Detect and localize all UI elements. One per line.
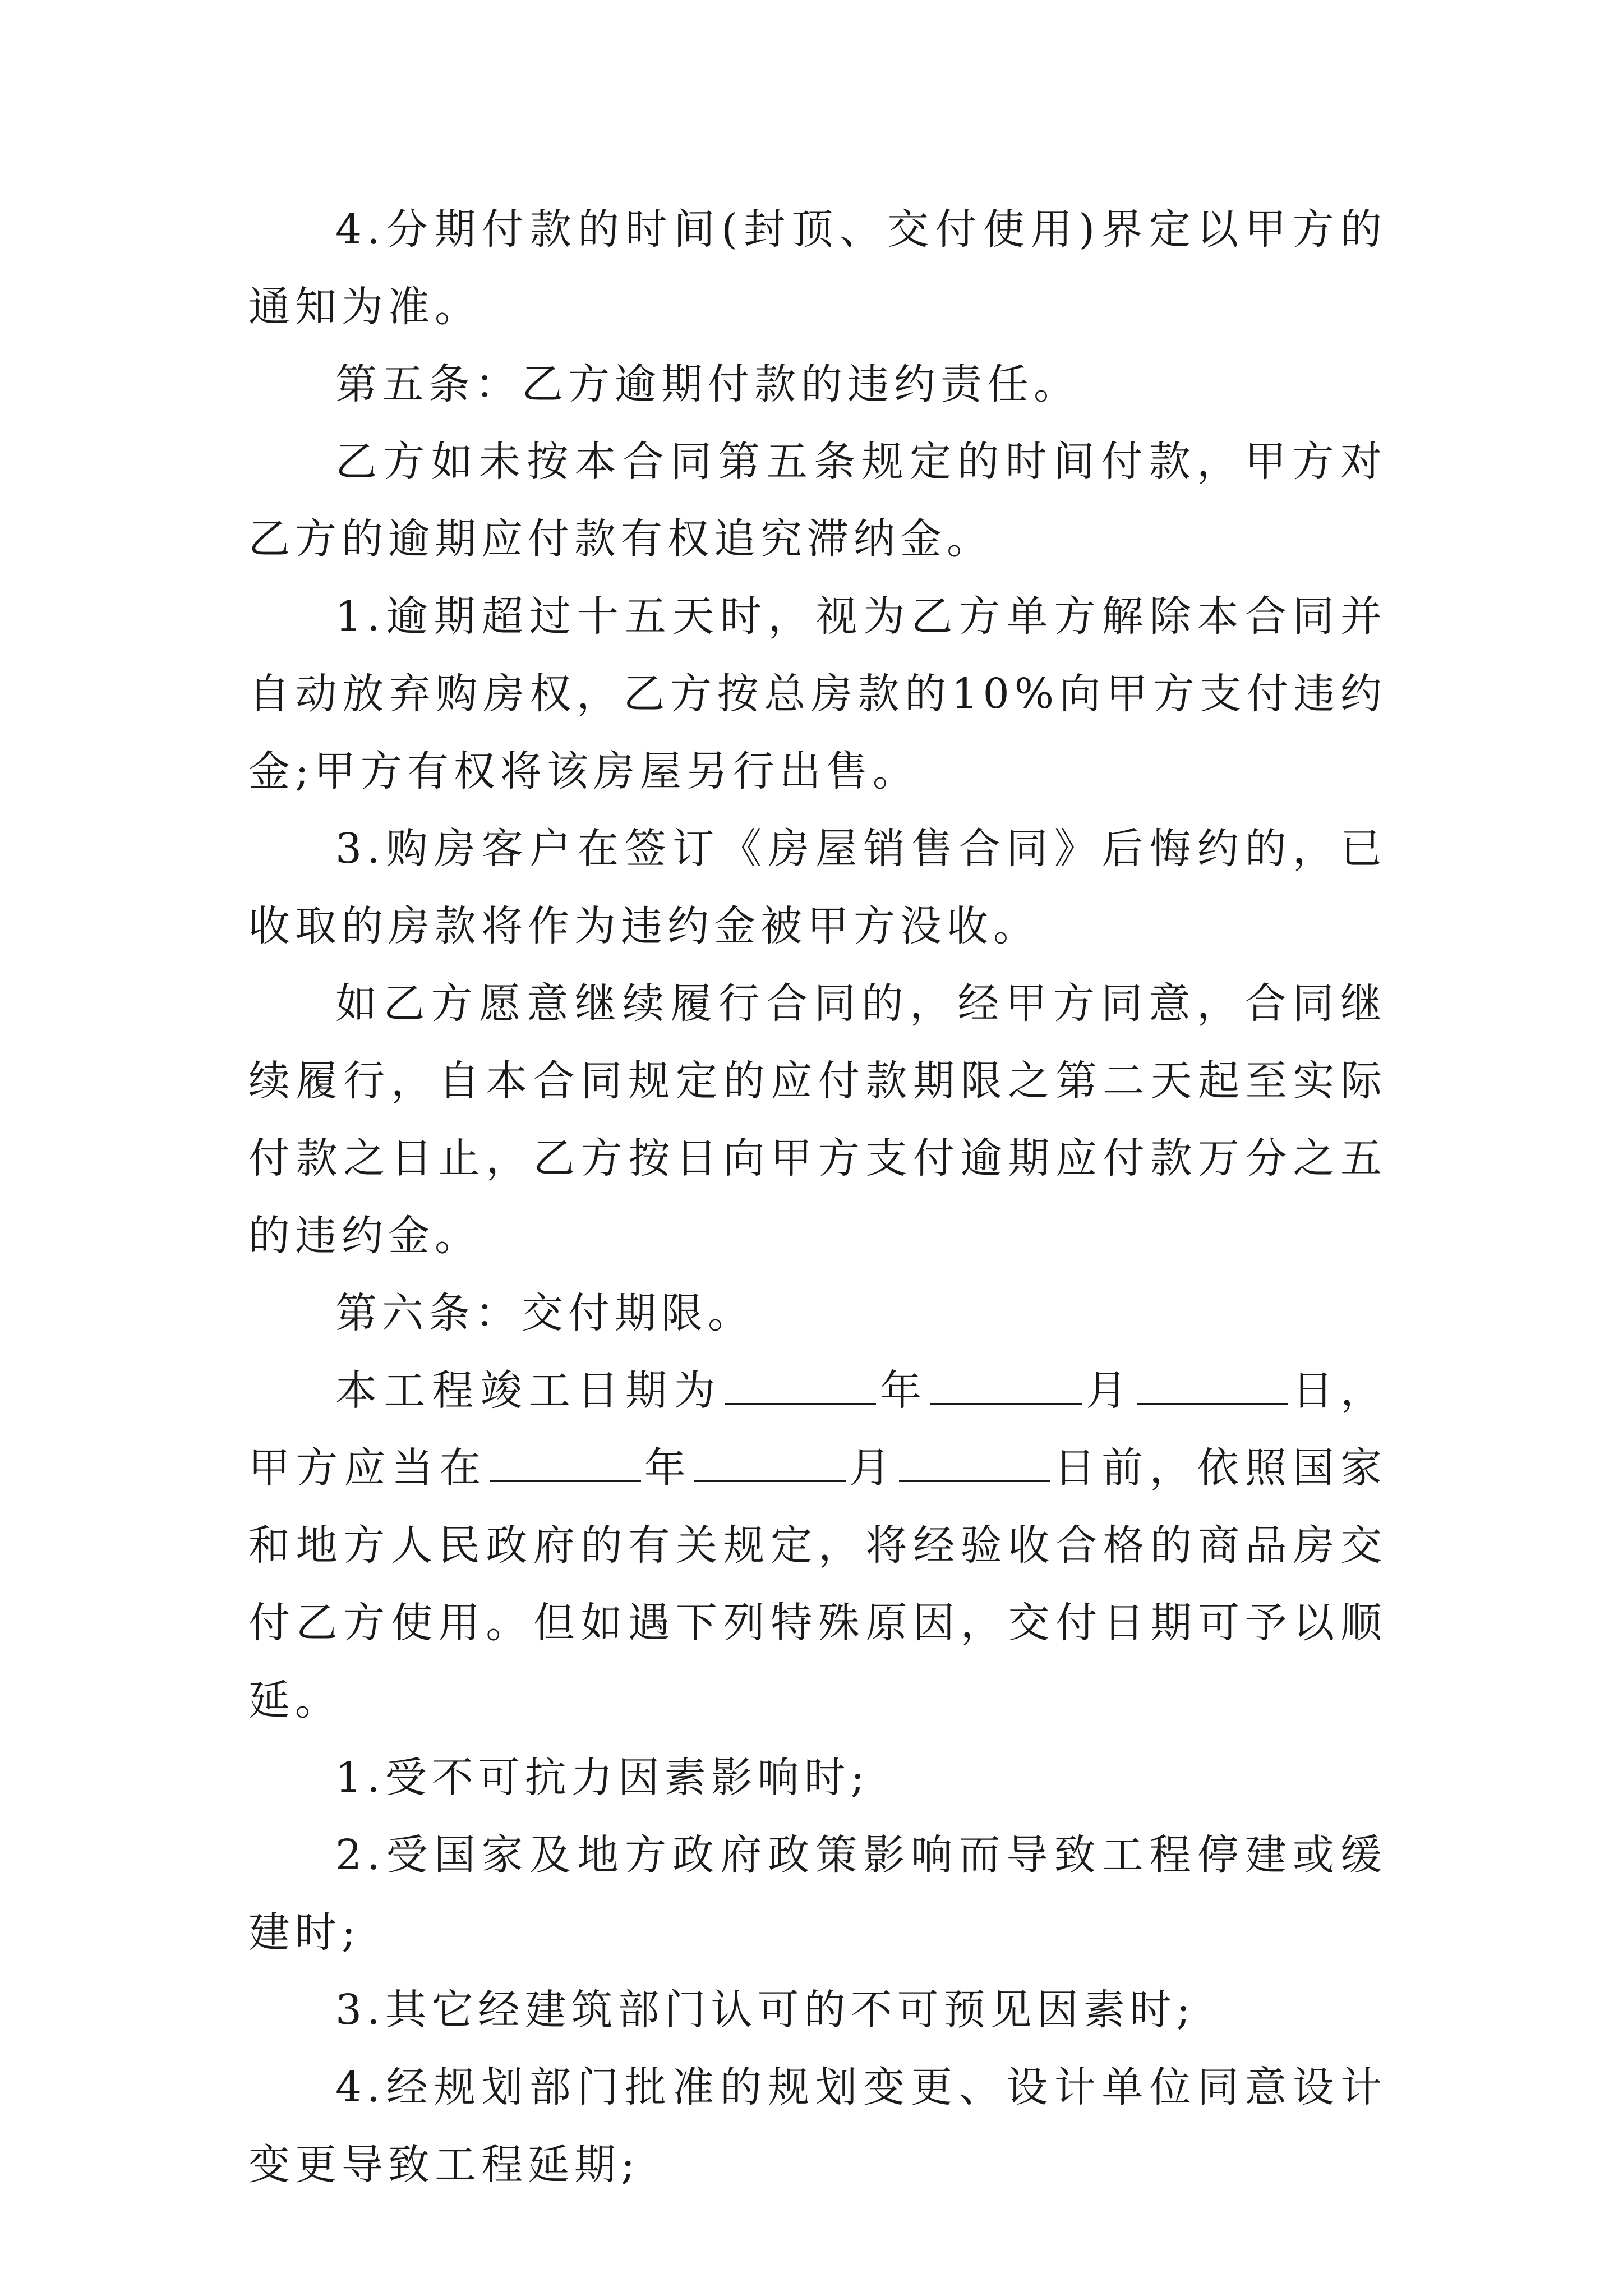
completion-text-7: 日前，依照国家和地方人民政府的有关规定，将经验收合格的商品房交付乙方使用。但如遇下列特殊原因，交付日期可予以顺延。 bbox=[248, 1444, 1387, 1724]
list-item-planning-change: 4.经规划部门批准的规划变更、设计单位同意设计变更导致工程延期; bbox=[248, 2063, 1387, 2189]
blank-completion-month bbox=[930, 1364, 1082, 1405]
list-item-force-majeure: 1.受不可抗力因素影响时; bbox=[335, 1754, 870, 1802]
paragraph-continue-contract: 如乙方愿意继续履行合同的，经甲方同意，合同继续履行，自本合同规定的应付款期限之第二天起至实际付款之日止，乙方按日向甲方支付逾期应付款万分之五的违约金。 bbox=[248, 979, 1387, 1260]
blank-delivery-year bbox=[490, 1441, 641, 1482]
completion-text-1: 本工程竣工日期为 bbox=[335, 1366, 722, 1415]
completion-text-2: 年 bbox=[878, 1366, 929, 1415]
blank-delivery-month bbox=[694, 1441, 846, 1482]
article-five-heading: 第五条：乙方逾期付款的违约责任。 bbox=[335, 360, 1080, 408]
paragraph-installment-timing: 4.分期付款的时间(封顶、交付使用)界定以甲方的通知为准。 bbox=[248, 205, 1387, 331]
blank-completion-day bbox=[1137, 1364, 1288, 1405]
blank-completion-year bbox=[725, 1364, 876, 1405]
document-body bbox=[248, 191, 1387, 2203]
paragraph-customer-default: 3.购房客户在签订《房屋销售合同》后悔约的，已收取的房款将作为违约金被甲方没收。 bbox=[248, 825, 1387, 950]
blank-delivery-day bbox=[899, 1441, 1050, 1482]
paragraph-late-payment: 乙方如未按本合同第五条规定的时间付款，甲方对乙方的逾期应付款有权追究滞纳金。 bbox=[248, 438, 1387, 563]
completion-text-5: 年 bbox=[643, 1444, 692, 1492]
paragraph-overdue-fifteen-days: 1.逾期超过十五天时，视为乙方单方解除本合同并自动放弃购房权，乙方按总房款的10%向甲方支付违约金;甲方有权将该房屋另行出售。 bbox=[248, 592, 1387, 795]
paragraph-completion-date bbox=[248, 1352, 1387, 1739]
article-six-heading: 第六条：交付期限。 bbox=[335, 1289, 754, 1337]
completion-text-6: 月 bbox=[847, 1444, 897, 1492]
completion-text-4: 日，甲方应当在 bbox=[248, 1366, 1387, 1492]
list-item-government-policy: 2.受国家及地方政府政策影响而导致工程停建或缓建时; bbox=[248, 1831, 1387, 1957]
completion-text-3: 月 bbox=[1084, 1366, 1135, 1415]
list-item-unforeseen-factors: 3.其它经建筑部门认可的不可预见因素时; bbox=[335, 1986, 1196, 2034]
